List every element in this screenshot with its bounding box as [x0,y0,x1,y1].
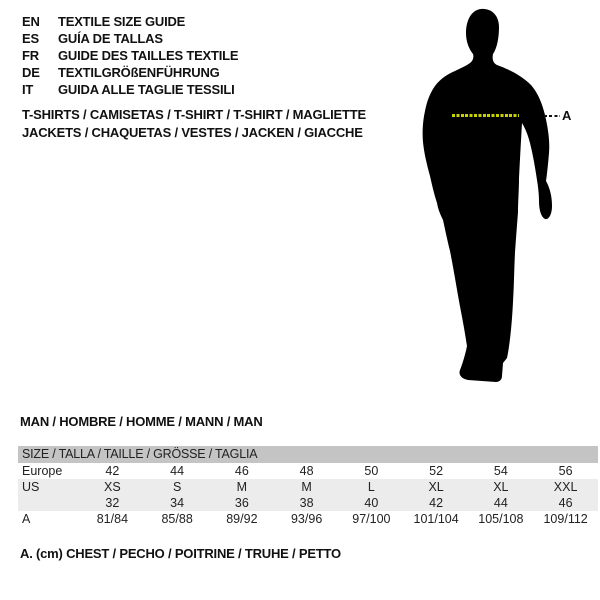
section-title: MAN / HOMBRE / HOMME / MANN / MAN [20,414,263,429]
size-table-header: SIZE / TALLA / TAILLE / GRÖSSE / TAGLIA [18,446,598,463]
category-tshirts: T-SHIRTS / CAMISETAS / T-SHIRT / T-SHIRT / MAGLIETTE [22,107,366,122]
language-code: FR [22,48,39,63]
size-cell: 38 [299,496,314,510]
language-row [22,81,238,98]
language-label: TEXTILGRÖßENFÜHRUNG [58,65,220,80]
size-cell: 42 [105,464,120,478]
size-cell: 101/104 [413,512,459,526]
size-cell: XXL [553,480,578,494]
size-cell: XL [428,480,444,494]
size-cell: 48 [299,464,314,478]
size-cell: XL [493,480,509,494]
table-row-us [18,479,598,495]
size-cell: M [301,480,312,494]
size-cell: 34 [170,496,185,510]
size-cell: S [172,480,182,494]
language-label: GUIDA ALLE TAGLIE TESSILI [58,82,235,97]
language-code: EN [22,14,40,29]
table-row-chest-a [18,511,598,527]
language-code: ES [22,31,39,46]
size-cell: 50 [364,464,379,478]
size-cell: 81/84 [96,512,129,526]
measurement-callout-line-icon [544,115,560,117]
table-row-europe [18,463,598,479]
size-cell: 44 [493,496,508,510]
size-cell: 56 [558,464,573,478]
category-jackets: JACKETS / CHAQUETAS / VESTES / JACKEN / GIACCHE [22,125,363,140]
category-list [22,106,366,142]
language-label: GUÍA DE TALLAS [58,31,163,46]
size-cell: 40 [364,496,379,510]
size-cell: 36 [234,496,249,510]
language-code: DE [22,65,40,80]
size-cell: 97/100 [352,512,391,526]
row-label: Europe [22,464,63,478]
row-label: US [22,480,40,494]
table-row-us-numeric [18,495,598,511]
size-cell: M [236,480,248,494]
size-cell: 52 [429,464,444,478]
size-cell: 44 [170,464,185,478]
language-code: IT [22,82,34,97]
chest-measurement-line-icon [452,114,519,117]
language-label: GUIDE DES TAILLES TEXTILE [58,48,239,63]
measurement-footnote: A. (cm) CHEST / PECHO / POITRINE / TRUHE / PETTO [20,546,341,561]
size-cell: 109/112 [543,512,588,526]
man-silhouette-icon [402,4,572,389]
size-cell: 32 [105,496,120,510]
measurement-figure [402,4,578,389]
size-cell: 105/108 [478,512,524,526]
size-cell: 42 [429,496,444,510]
size-cell: 46 [234,464,249,478]
size-cell: XS [104,480,121,494]
size-cell: 89/92 [226,512,258,526]
language-list [22,13,238,98]
language-row [22,30,238,47]
language-row [22,64,238,81]
size-cell: 54 [493,464,508,478]
size-cell: 85/88 [161,512,193,526]
size-cell: 93/96 [290,512,323,526]
measurement-label-a: A [562,108,572,123]
row-label: A [22,512,31,526]
language-row [22,47,238,64]
row-label [18,495,80,511]
size-cell: L [367,480,375,494]
language-label: TEXTILE SIZE GUIDE [58,14,186,29]
size-table [18,446,598,527]
size-cell: 46 [558,496,573,510]
language-row [22,13,238,30]
